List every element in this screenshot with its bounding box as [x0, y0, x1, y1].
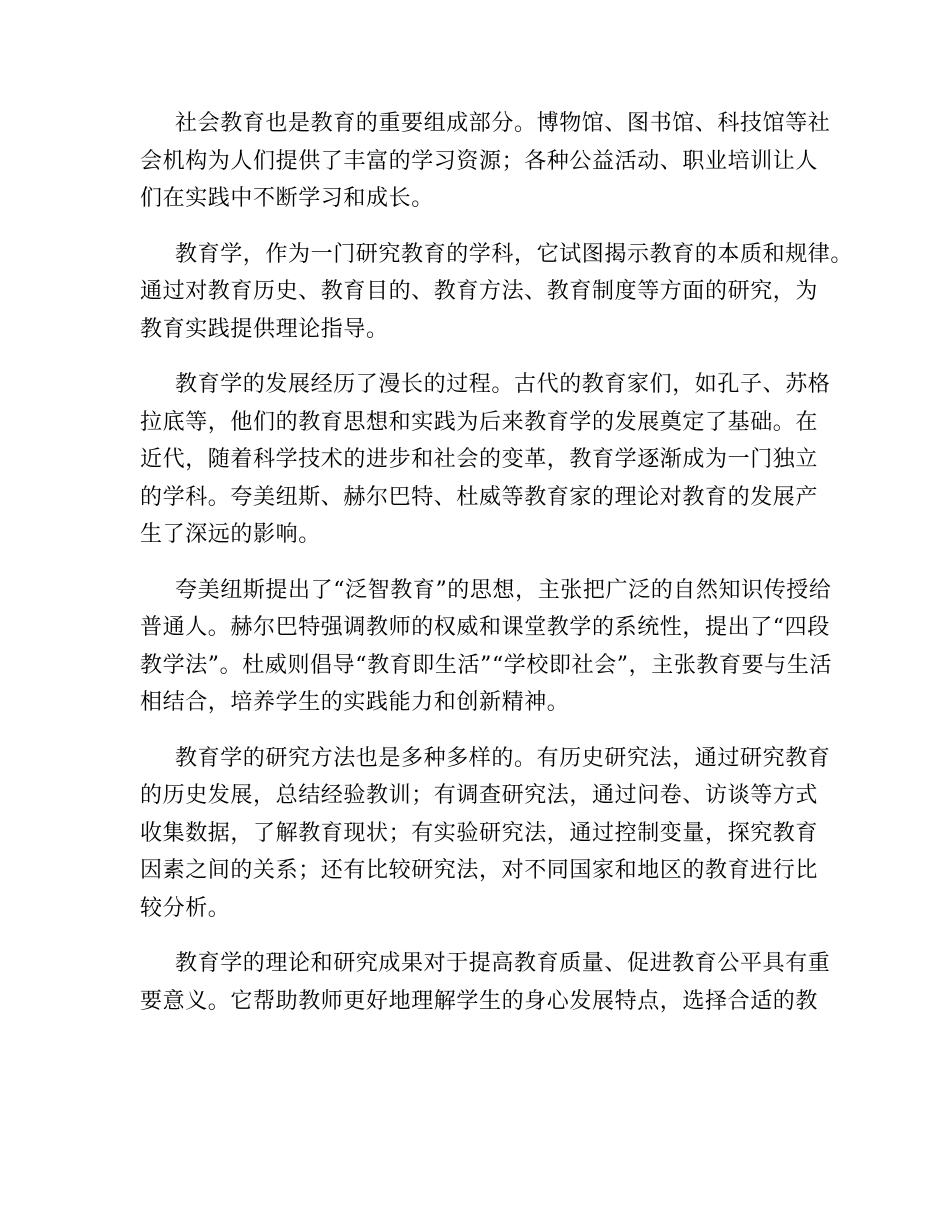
text-line: 教育学的理论和研究成果对于提高教育质量、促进教育公平具有重 — [175, 951, 831, 976]
text-line: 近代，随着科学技术的进步和社会的变革，教育学逐渐成为一门独立 — [140, 447, 819, 472]
text-line: 较分析。 — [140, 895, 231, 921]
text-line: 夸美纽斯提出了“泛智教育”的思想，主张把广泛的自然知识传授给 — [175, 577, 832, 603]
paragraph-3 — [140, 366, 831, 554]
text-line: 通过对教育历史、教育目的、教育方法、教育制度等方面的研究，为 — [140, 279, 819, 304]
text-line: 拉底等，他们的教育思想和实践为后来教育学的发展奠定了基础。在 — [140, 409, 819, 435]
paragraph-6 — [140, 945, 831, 1020]
text-line: 教育实践提供理论指导。 — [140, 316, 389, 342]
text-line: 教育学的发展经历了漫长的过程。古代的教育家们，如孔子、苏格 — [175, 372, 831, 397]
text-line: 因素之间的关系；还有比较研究法，对不同国家和地区的教育进行比 — [140, 858, 819, 883]
text-line: 相结合，培养学生的实践能力和创新精神。 — [140, 690, 570, 715]
text-line: 的历史发展，总结经验教训；有调查研究法，通过问卷、访谈等方式 — [140, 783, 819, 808]
text-line: 的学科。夸美纽斯、赫尔巴特、杜威等教育家的理论对教育的发展产 — [140, 484, 819, 510]
paragraph-5 — [140, 740, 831, 928]
text-line: 社会教育也是教育的重要组成部分。博物馆、图书馆、科技馆等社 — [175, 111, 831, 136]
paragraph-4 — [140, 572, 833, 722]
text-line: 要意义。它帮助教师更好地理解学生的身心发展特点，选择合适的教 — [140, 988, 819, 1014]
paragraph-1 — [140, 105, 831, 218]
text-line: 教育学的研究方法也是多种多样的。有历史研究法，通过研究教育 — [175, 745, 831, 771]
text-line: 教育学，作为一门研究教育的学科，它试图揭示教育的本质和规律。 — [175, 241, 854, 267]
paragraph-2 — [140, 236, 854, 349]
text-line: 收集数据，了解教育现状；有实验研究法，通过控制变量，探究教育 — [140, 820, 819, 846]
text-line: 会机构为人们提供了丰富的学习资源；各种公益活动、职业培训让人 — [140, 148, 819, 174]
text-line: 普通人。赫尔巴特强调教师的权威和课堂教学的系统性，提出了“四段 — [140, 615, 830, 640]
text-line: 教学法”。杜威则倡导“教育即生活”“学校即社会”，主张教育要与生活 — [140, 652, 833, 678]
text-line: 生了深远的影响。 — [140, 522, 321, 547]
text-line: 们在实践中不断学习和成长。 — [140, 186, 434, 211]
